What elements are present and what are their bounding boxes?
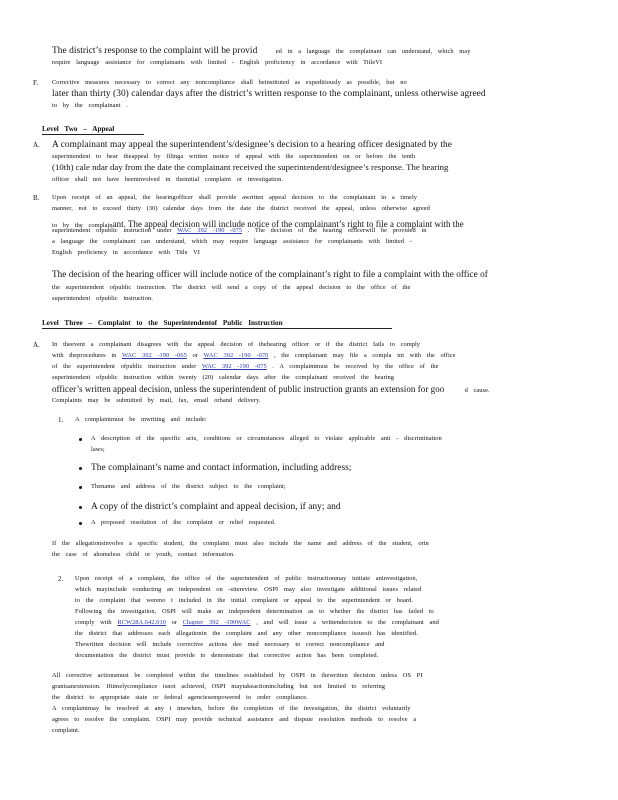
wac-392-190-070-link[interactable]: WAC 392 -190 -070: [203, 352, 269, 359]
level-three-a-line-3-start: of the superintendent ofpublic instruction under: [52, 363, 197, 370]
para-f-line-2: later than thirty (30) calendar days after the district’s written response to the complainant, unless otherwise agreed: [52, 89, 486, 99]
item-2-line-1: Upon receipt of a complaint, the office of the superintendent of public instructionmay initiate aninvestigation,: [75, 575, 418, 582]
para-f-line-1: Corrective measures necessary to correct any noncompliance shall beinstituted as expeditiously as possible, but no: [52, 79, 407, 86]
level-three-a-line-3-end: . A complaintmust be received by the office of the: [272, 363, 439, 370]
level-three-a-line-3: [52, 364, 439, 370]
closing-line-2: grantsanextension. Iftimelycompliance isnot achieved, OSPI maytakeactionincluding but not limited to referring: [52, 683, 385, 690]
level-two-b-line-2: manner, not to exceed thirty (30) calendar days from the date the district received the appeal, unless otherwise agreed: [52, 205, 430, 212]
para-f-marker: F.: [33, 79, 39, 87]
level-two-b-p2-line-1: The decision of the hearing officer will include notice of the complainant’s right to file a complaint with the office of: [52, 269, 488, 279]
para-e-text: The district’s response to the complaint will be provid: [52, 46, 258, 56]
level-two-underline: [42, 134, 144, 135]
bullet-icon: [79, 522, 82, 525]
level-three-a-line-2-end: , the complainant may file a compla int with the office: [273, 352, 456, 359]
level-three-a-line-5: [52, 385, 490, 394]
item-2-marker: 2.: [58, 575, 64, 583]
level-three-a-line-2: [52, 353, 456, 359]
closing-line-6: complaint.: [52, 727, 80, 734]
item-2-line-6: the district that addresses each allegationin the complaint and any other noncompliance issuesit has identified.: [75, 630, 418, 637]
level-three-a-line-2-start: with theprocedures in: [52, 352, 117, 359]
para-e-line-2: require language assistance for complainants with limited - English proficiency in accordance with TitleVI: [52, 59, 383, 66]
level-two-b-line-4: [52, 228, 426, 234]
item-2-line-5-start: comply with: [75, 619, 112, 626]
para-e-text-cont: ed in a language the complainant can understand, which may: [275, 48, 471, 55]
bullet-1-text-cont: laws;: [91, 446, 105, 453]
bullet-3-text: Thename and address of the district subject to the complaint;: [91, 483, 286, 490]
level-two-a-line-1: A complainant may appeal the superintendent’s/designee’s decision to a hearing officer designated by the: [52, 140, 452, 150]
level-three-underline: [42, 328, 392, 329]
level-three-a-marker: A.: [33, 341, 40, 349]
closing-line-3: the district to appropriate state or federal agenciesempowered to order compliance.: [52, 694, 308, 701]
level-two-b-p2-line-3: superintendent ofpublic instruction.: [52, 295, 153, 302]
level-two-a-line-2: superintendent to hear theappeal by filinga written notice of appeal with the superintendent on or before the tenth: [52, 153, 416, 160]
bullet-5-text: A proposed resolution of the complaint or relief requested.: [91, 519, 276, 526]
level-two-b-line-3-start: to by the complain: [52, 222, 113, 229]
level-two-b-line-4-start: superintendent ofpublic instruction under: [52, 227, 172, 234]
wac-392-190-075-link[interactable]: WAC 392 -190 -075: [177, 227, 243, 234]
item-1-marker: 1.: [58, 416, 64, 424]
closing-line-4: A complaintmay be resolved at any t imewhen, before the completion of the investigation, the district voluntarily: [52, 705, 411, 712]
bullet-icon: [79, 438, 82, 441]
bullet-1-text: A description of the specific acts, conditions or circumstances alleged to violate applicable anti - discrimination: [91, 435, 442, 442]
item-2-line-2: which mayinclude conducting an independent on -sitereview. OSPI may also investigate additional issues related: [75, 586, 422, 593]
level-three-a-line-4: superintendent ofpublic instruction within twenty (20) calendar days after the complainant received the hearing: [52, 374, 395, 381]
level-two-b-p2-line-2: the superintendent ofpublic instruction. The district will send a copy of the appeal decision to the office of the: [52, 284, 411, 291]
level-two-a-marker: A.: [33, 141, 40, 149]
item-2-line-4: Following the investigation, OSPI will make an independent determination as to whether the district has failed to: [75, 608, 434, 615]
item-1-intro: A complaintmust be inwriting and include:: [75, 416, 207, 423]
level-two-a-line-4: officer shall not have beeninvolved in theinitial complaint or investigation.: [52, 176, 284, 183]
para-e-line-1: [52, 47, 470, 56]
level-two-b-line-6: English proficiency in accordance with Title VI: [52, 249, 200, 256]
or-word: or: [171, 619, 178, 626]
closing-line-1: All corrective actionsmust be completed within the timelines established by OSPI in thewritten decision unless OS PI: [52, 672, 423, 679]
item-2-line-7: Thewritten decision will include corrective actions dee med necessary to correct noncompliance and: [75, 641, 385, 648]
item-2-line-5-end: , and will issue a writtendecision to the complainant and: [256, 619, 439, 626]
level-three-a-line-5-end: d cause.: [464, 387, 490, 394]
rcw-28a-642-010-link[interactable]: RCW28A.642.010: [117, 619, 166, 626]
level-three-a-line-6: Complaints may be submitted by mail, fax, email orhand delivery.: [52, 397, 261, 404]
level-two-b-line-5: a language the complainant can understand, which may require language assistance for complainants with limited -: [52, 238, 412, 245]
bullet-2-text: The complainant’s name and contact information, including address;: [91, 463, 352, 473]
item-1-after-line-2: the case of ahomeless child or youth, contact information.: [52, 551, 235, 558]
level-two-b-line-3-end: ant. The appeal decision will include notice of the complainant’s right to file a complaint with the: [112, 219, 464, 229]
closing-line-5: agrees to resolve the complaint. OSPI may provide technical assistance and dispute resolution methods to resolve a: [52, 716, 417, 723]
wac-392-190-075-link-2[interactable]: WAC 392 -190 -075: [201, 363, 267, 370]
level-two-heading: Level Two – Appeal: [42, 125, 115, 133]
item-1-after-line-1: If the allegationsinvolve a specific student, the complaint must also include the name and address of the student, orin: [52, 540, 429, 547]
level-two-b-marker: B.: [33, 194, 40, 202]
bullet-icon: [79, 486, 82, 489]
level-two-a-line-3: (10th) cale ndar day from the date the complainant received the superintendent/designee’s response. The hearing: [52, 162, 449, 172]
level-three-heading: Level Three – Complaint to the Superintendentof Public Instruction: [42, 319, 283, 327]
or-word: or: [192, 352, 198, 359]
level-two-b-line-4-end: . The decision of the hearing officerwill be provided in: [247, 227, 427, 234]
item-2-line-3: to the complaint that wereno t included in the initial complaint or appeal to the superintendent or board.: [75, 597, 414, 604]
level-three-a-line-5-start: officer’s written appeal decision, unless the superintendent of public instruction grants an extension for goo: [52, 384, 445, 394]
wac-392-190-065-link[interactable]: WAC 392 -190 -065: [121, 352, 187, 359]
item-2-line-8: documentation the district must provide to demonstrate that corrective action has been completed.: [75, 652, 379, 659]
level-two-b-line-1: Upon receipt of an appeal, the hearingofficer shall provide awritten appeal decision to the complainant in a timely: [52, 194, 418, 201]
bullet-4-text: A copy of the district’s complaint and appeal decision, if any; and: [91, 502, 341, 512]
bullet-icon: [79, 467, 82, 470]
para-f-line-3: to by the complainant .: [52, 102, 128, 109]
bullet-icon: [79, 506, 82, 509]
chapter-392-190-wac-link[interactable]: Chapter 392 -190WAC: [182, 619, 251, 626]
level-three-a-line-1: In theevent a complainant disagrees with the appeal decision of thehearing officer or if the district fails to comply: [52, 341, 421, 348]
item-2-line-5: [75, 620, 439, 626]
